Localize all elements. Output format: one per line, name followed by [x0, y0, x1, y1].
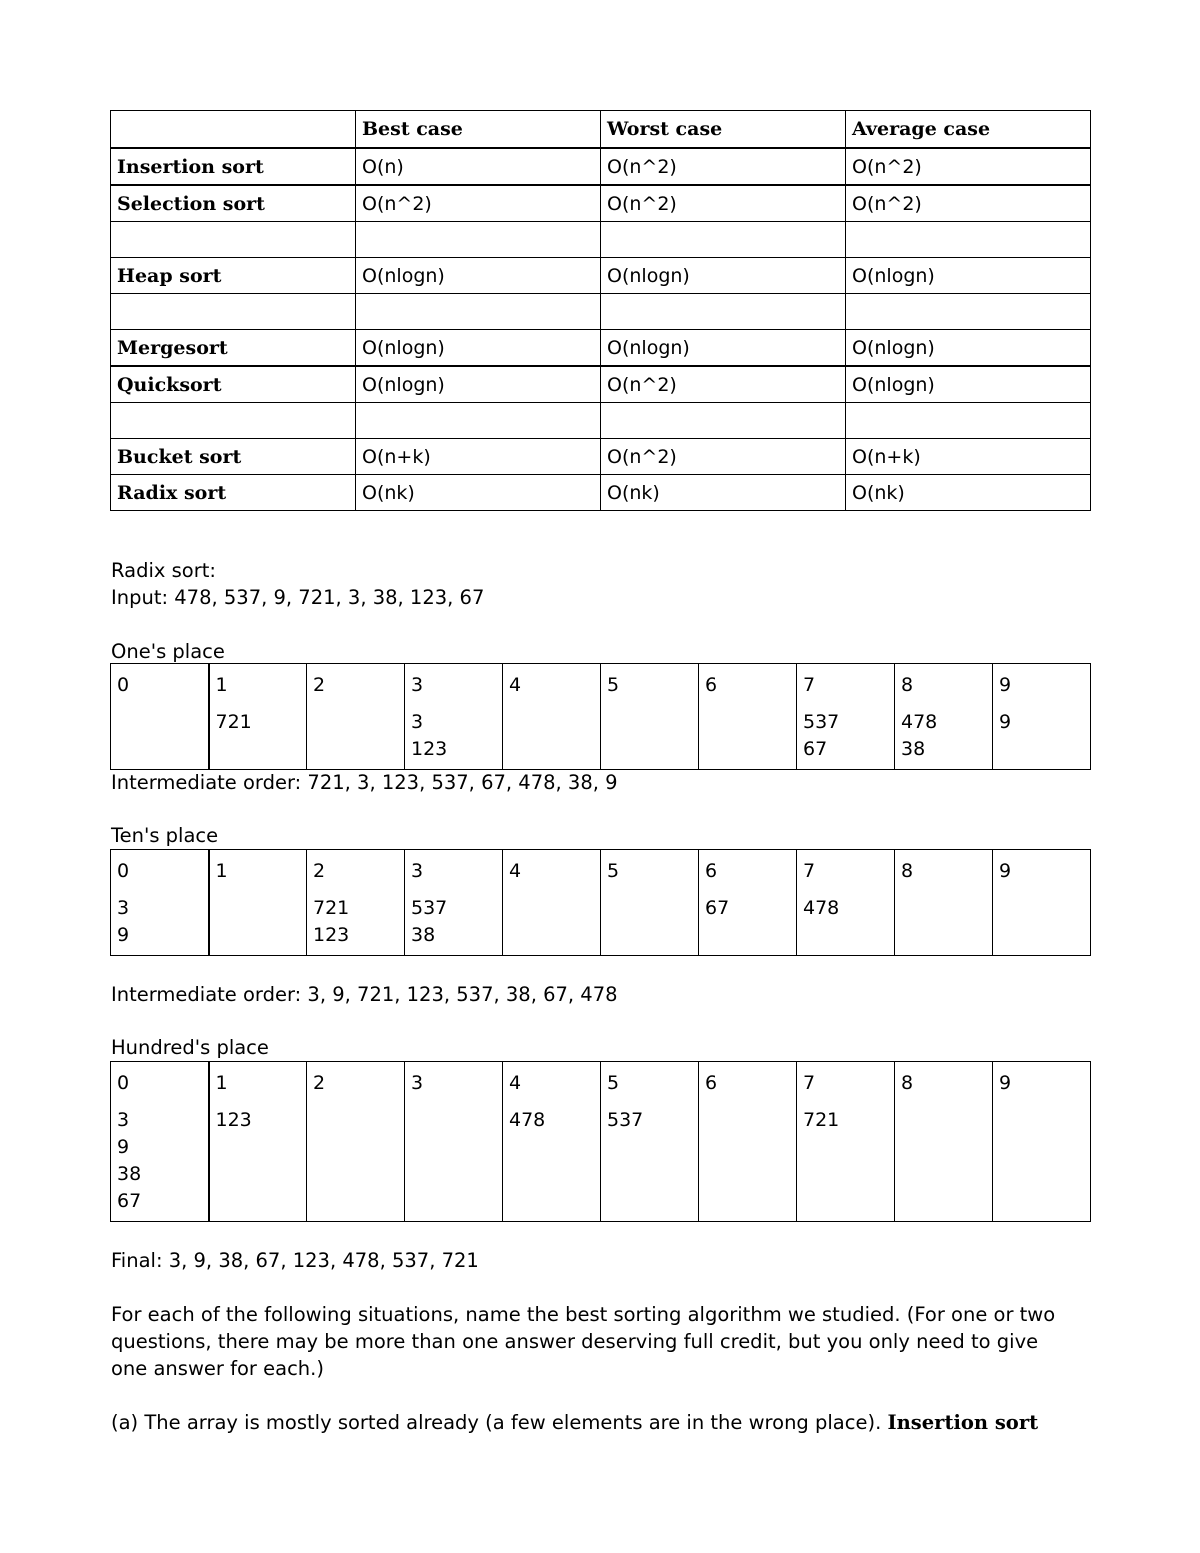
bucket-8: [895, 850, 993, 956]
complexity-header-cell: Best case: [356, 111, 601, 149]
algorithm-name-cell: Radix sort: [111, 475, 356, 511]
bucket-digit: 1: [215, 674, 228, 696]
bucket-values: [901, 709, 986, 763]
bucket-digit: 3: [411, 674, 424, 696]
bucket-values: [411, 1107, 496, 1215]
complexity-cell: O(nk): [356, 475, 601, 511]
bucket-digit: 6: [705, 1072, 718, 1094]
bucket-value: 721: [215, 711, 252, 733]
bucket-digit: 2: [313, 1072, 326, 1094]
bucket-5: [601, 1062, 699, 1222]
bucket-digit: 5: [607, 1072, 620, 1094]
question-intro: For each of the following situations, name the best sorting algorithm we studied. (For one or two questions, there may be more than one answer deserving full credit, but you only need to give one answer for each.): [111, 1303, 1056, 1380]
complexity-header-cell: Worst case: [601, 111, 846, 149]
bucket-value: 3: [117, 1109, 130, 1131]
bucket-digit: 6: [705, 860, 718, 882]
bucket-digit: 7: [803, 1072, 816, 1094]
bucket-value: 478: [803, 897, 840, 919]
bucket-value: 123: [411, 738, 448, 760]
bucket-digit: 7: [803, 860, 816, 882]
bucket-value: 478: [901, 711, 938, 733]
bucket-row: [111, 1062, 1091, 1222]
bucket-value: 123: [215, 1109, 252, 1131]
bucket-values: [509, 895, 594, 949]
final-order: Final: 3, 9, 38, 67, 123, 478, 537, 721: [111, 1249, 479, 1272]
complexity-cell: O(nlogn): [356, 258, 601, 294]
bucket-digit: 2: [313, 674, 326, 696]
bucket-values: [509, 1107, 594, 1215]
bucket-digit: 9: [999, 674, 1012, 696]
bucket-value: 9: [999, 711, 1012, 733]
bucket-values: [411, 709, 496, 763]
bucket-value: 537: [411, 897, 448, 919]
complexity-cell: [356, 222, 601, 258]
complexity-cell: O(nk): [601, 475, 846, 511]
complexity-cell: O(nlogn): [846, 258, 1091, 294]
complexity-cell: O(n^2): [601, 439, 846, 475]
bucket-digit: 0: [117, 860, 130, 882]
bucket-values: [705, 1107, 790, 1215]
bucket-value: 3: [117, 897, 130, 919]
complexity-row: [111, 439, 1091, 475]
complexity-cell: O(n^2): [601, 366, 846, 403]
question-a-text: (a) The array is mostly sorted already (a few elements are in the wrong place).: [111, 1411, 888, 1434]
complexity-row: [111, 294, 1091, 330]
complexity-row: [111, 185, 1091, 222]
bucket-row: [111, 850, 1091, 956]
tens-place-table: [110, 849, 1091, 956]
bucket-6: [699, 1062, 797, 1222]
radix-title: Radix sort:: [111, 559, 216, 582]
bucket-values: [901, 895, 986, 949]
complexity-cell: O(n+k): [846, 439, 1091, 475]
complexity-cell: O(n^2): [846, 185, 1091, 222]
bucket-0: [111, 850, 209, 956]
bucket-value: 9: [117, 1136, 130, 1158]
algorithm-name-cell: Heap sort: [111, 258, 356, 294]
complexity-row: [111, 222, 1091, 258]
bucket-value: 67: [705, 897, 730, 919]
ones-place-table: [110, 663, 1091, 770]
bucket-9: [993, 850, 1091, 956]
bucket-digit: 6: [705, 674, 718, 696]
bucket-digit: 4: [509, 860, 522, 882]
complexity-cell: [601, 222, 846, 258]
bucket-7: [797, 1062, 895, 1222]
bucket-values: [607, 895, 692, 949]
bucket-value: 9: [117, 924, 130, 946]
bucket-values: [216, 1107, 301, 1215]
bucket-values: [117, 895, 202, 949]
bucket-digit: 9: [999, 1072, 1012, 1094]
algorithm-name-cell: Quicksort: [111, 366, 356, 403]
bucket-3: [405, 850, 503, 956]
complexity-cell: O(nk): [846, 475, 1091, 511]
bucket-8: [895, 664, 993, 770]
bucket-0: [111, 664, 209, 770]
complexity-cell: O(nlogn): [356, 366, 601, 403]
ones-intermediate-order: Intermediate order: 721, 3, 123, 537, 67, 478, 38, 9: [111, 771, 618, 794]
bucket-value: 67: [117, 1190, 142, 1212]
complexity-row: [111, 258, 1091, 294]
bucket-values: [607, 709, 692, 763]
bucket-values: [803, 1107, 888, 1215]
complexity-cell: [846, 294, 1091, 330]
bucket-values: [313, 895, 398, 949]
complexity-header-cell: Average case: [846, 111, 1091, 149]
complexity-cell: [356, 294, 601, 330]
bucket-6: [699, 850, 797, 956]
bucket-values: [313, 1107, 398, 1215]
bucket-digit: 4: [509, 1072, 522, 1094]
bucket-1: [209, 1062, 307, 1222]
bucket-digit: 7: [803, 674, 816, 696]
bucket-values: [705, 895, 790, 949]
hundreds-place-table: [110, 1061, 1091, 1222]
complexity-row: [111, 330, 1091, 367]
complexity-cell: O(n+k): [356, 439, 601, 475]
bucket-digit: 1: [215, 1072, 228, 1094]
bucket-digit: 5: [607, 860, 620, 882]
bucket-4: [503, 664, 601, 770]
bucket-digit: 1: [215, 860, 228, 882]
bucket-digit: 3: [411, 1072, 424, 1094]
bucket-2: [307, 1062, 405, 1222]
complexity-cell: O(nlogn): [846, 330, 1091, 367]
bucket-digit: 8: [901, 1072, 914, 1094]
algorithm-name-cell: [111, 222, 356, 258]
bucket-value: 38: [901, 738, 926, 760]
complexity-row: [111, 475, 1091, 511]
bucket-digit: 8: [901, 860, 914, 882]
bucket-value: 537: [607, 1109, 644, 1131]
complexity-header-row: [111, 111, 1091, 149]
bucket-values: [705, 709, 790, 763]
complexity-cell: [846, 403, 1091, 439]
radix-input: Input: 478, 537, 9, 721, 3, 38, 123, 67: [111, 586, 485, 609]
algorithm-name-cell: [111, 294, 356, 330]
bucket-values: [803, 895, 888, 949]
bucket-values: [509, 709, 594, 763]
complexity-cell: [846, 222, 1091, 258]
bucket-values: [901, 1107, 986, 1215]
complexity-header-cell: [111, 111, 356, 149]
bucket-row: [111, 664, 1091, 770]
bucket-value: 721: [313, 897, 350, 919]
bucket-1: [209, 664, 307, 770]
bucket-values: [999, 709, 1084, 763]
bucket-value: 67: [803, 738, 828, 760]
bucket-3: [405, 664, 503, 770]
hundreds-place-label: Hundred's place: [111, 1036, 269, 1059]
bucket-4: [503, 850, 601, 956]
algorithm-name-cell: Selection sort: [111, 185, 356, 222]
bucket-digit: 0: [117, 674, 130, 696]
bucket-values: [313, 709, 398, 763]
bucket-1: [209, 850, 307, 956]
bucket-digit: 4: [509, 674, 522, 696]
bucket-8: [895, 1062, 993, 1222]
complexity-cell: [601, 403, 846, 439]
bucket-values: [999, 1107, 1084, 1215]
algorithm-name-cell: Bucket sort: [111, 439, 356, 475]
bucket-0: [111, 1062, 209, 1222]
complexity-cell: O(n^2): [356, 185, 601, 222]
bucket-9: [993, 664, 1091, 770]
bucket-values: [117, 709, 202, 763]
complexity-cell: O(nlogn): [846, 366, 1091, 403]
bucket-values: [216, 895, 301, 949]
bucket-3: [405, 1062, 503, 1222]
complexity-cell: O(n^2): [601, 185, 846, 222]
bucket-digit: 5: [607, 674, 620, 696]
bucket-digit: 0: [117, 1072, 130, 1094]
bucket-value: 3: [411, 711, 424, 733]
bucket-9: [993, 1062, 1091, 1222]
bucket-values: [607, 1107, 692, 1215]
bucket-value: 38: [117, 1163, 142, 1185]
bucket-value: 38: [411, 924, 436, 946]
question-a-answer: Insertion sort: [887, 1411, 1039, 1434]
bucket-values: [117, 1107, 202, 1215]
algorithm-name-cell: [111, 403, 356, 439]
question-a: [111, 1409, 1038, 1436]
bucket-values: [216, 709, 301, 763]
complexity-row: [111, 366, 1091, 403]
bucket-4: [503, 1062, 601, 1222]
bucket-value: 537: [803, 711, 840, 733]
complexity-cell: O(nlogn): [601, 258, 846, 294]
bucket-7: [797, 664, 895, 770]
bucket-digit: 8: [901, 674, 914, 696]
bucket-values: [411, 895, 496, 949]
complexity-cell: [601, 294, 846, 330]
bucket-7: [797, 850, 895, 956]
tens-place-label: Ten's place: [111, 824, 219, 847]
complexity-table: [110, 110, 1091, 511]
bucket-digit: 9: [999, 860, 1012, 882]
ones-place-label: One's place: [111, 640, 225, 663]
complexity-cell: O(nlogn): [356, 330, 601, 367]
algorithm-name-cell: Mergesort: [111, 330, 356, 367]
bucket-2: [307, 850, 405, 956]
bucket-5: [601, 850, 699, 956]
complexity-cell: O(n^2): [601, 148, 846, 185]
bucket-6: [699, 664, 797, 770]
bucket-value: 123: [313, 924, 350, 946]
bucket-digit: 2: [313, 860, 326, 882]
bucket-value: 721: [803, 1109, 840, 1131]
complexity-cell: O(nlogn): [601, 330, 846, 367]
bucket-values: [803, 709, 888, 763]
complexity-cell: O(n^2): [846, 148, 1091, 185]
tens-intermediate-order: Intermediate order: 3, 9, 721, 123, 537, 38, 67, 478: [111, 983, 618, 1006]
bucket-value: 478: [509, 1109, 546, 1131]
bucket-5: [601, 664, 699, 770]
complexity-cell: [356, 403, 601, 439]
complexity-row: [111, 403, 1091, 439]
complexity-row: [111, 148, 1091, 185]
bucket-2: [307, 664, 405, 770]
bucket-digit: 3: [411, 860, 424, 882]
complexity-cell: O(n): [356, 148, 601, 185]
algorithm-name-cell: Insertion sort: [111, 148, 356, 185]
bucket-values: [999, 895, 1084, 949]
